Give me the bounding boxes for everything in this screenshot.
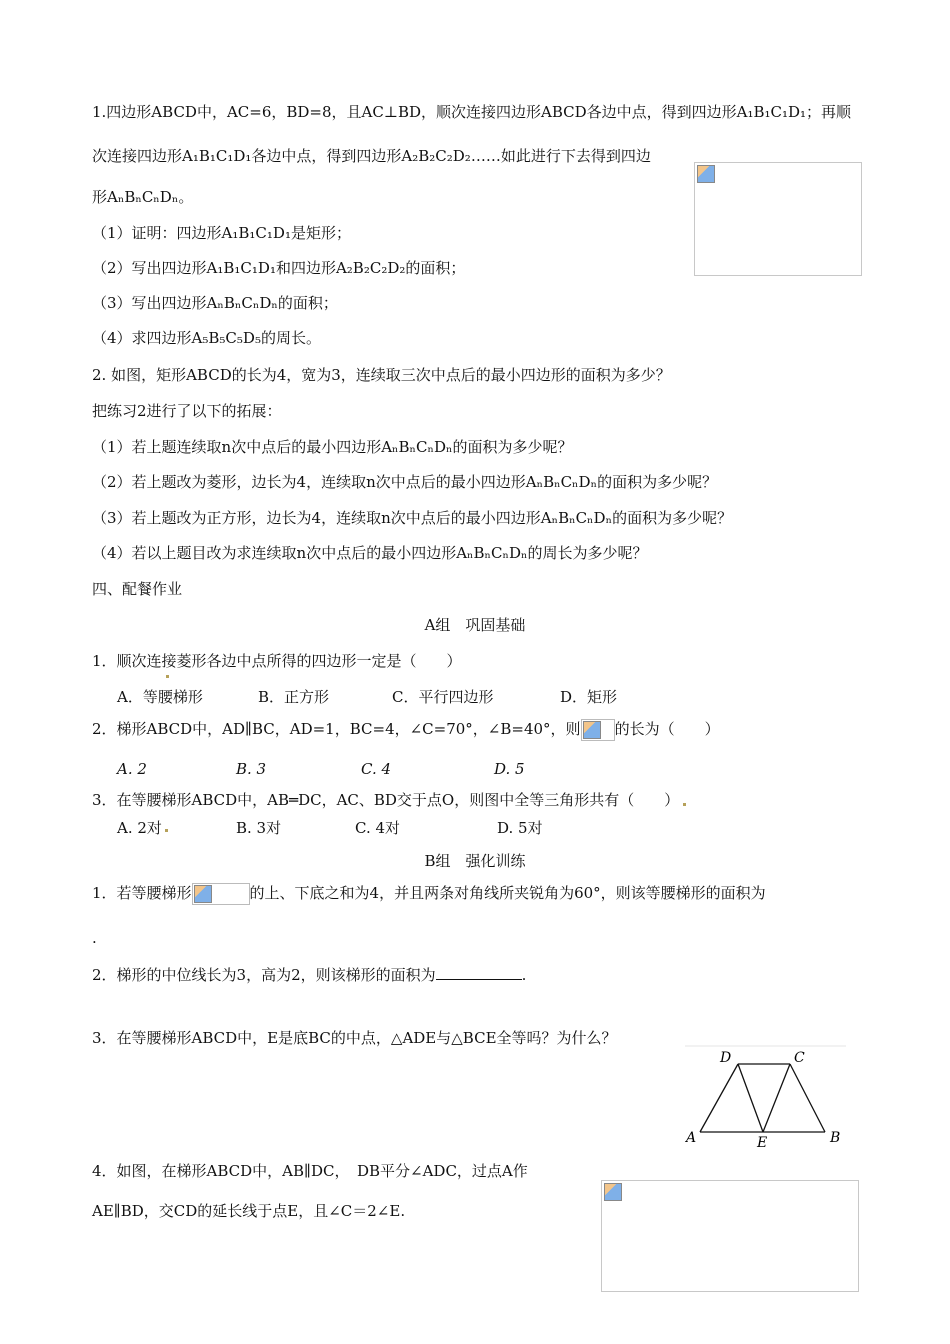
group-a-q3: 3．在等腰梯形ABCD中，AB═DC，AC、BD交于点O，则图中全等三角形共有（ ）	[92, 791, 680, 809]
edge-de	[738, 1064, 763, 1132]
edge-ad	[700, 1064, 738, 1132]
q1-line3: 形AₙBₙCₙDₙ。	[92, 188, 194, 206]
q1-sub2: （2）写出四边形A₁B₁C₁D₁和四边形A₂B₂C₂D₂的面积；	[92, 259, 466, 277]
inline-image-placeholder	[581, 719, 615, 741]
edge-ce	[763, 1064, 790, 1132]
broken-image-icon	[604, 1183, 622, 1201]
group-a-q2-option: C. 4	[361, 760, 392, 778]
label-a: A	[686, 1130, 697, 1146]
q1-sub1: （1）证明：四边形A₁B₁C₁D₁是矩形；	[92, 224, 351, 242]
group-b-title: B组 强化训练	[424, 852, 526, 870]
edge-cb	[790, 1064, 825, 1132]
broken-image-icon	[194, 885, 212, 903]
label-b: B	[830, 1130, 841, 1146]
q1-sub4: （4）求四边形A₅B₅C₅D₅的周长。	[92, 329, 321, 347]
q1-line1: 1.四边形ABCD中，AC=6，BD=8，且AC⊥BD，顺次连接四边形ABCD各边中点，得到四边形A₁B₁C₁D₁；再顺	[92, 103, 852, 121]
scan-artifact-dot	[165, 829, 168, 832]
group-b-q2-text: 2．梯形的中位线长为3，高为2，则该梯形的面积为	[92, 966, 436, 984]
trapezoid-figure	[680, 1042, 850, 1154]
scan-artifact-dot	[683, 803, 686, 806]
group-b-q4-line2: AE∥BD，交CD的延长线于点E，且∠C＝2∠E.	[92, 1202, 406, 1220]
q1-figure-placeholder	[694, 162, 862, 276]
group-a-q3-option: B. 3对	[236, 819, 282, 837]
group-b-q1	[92, 883, 766, 905]
q2-line1: 2. 如图，矩形ABCD的长为4，宽为3，连续取三次中点后的最小四边形的面积为多少？	[92, 366, 671, 384]
group-a-q1-option: D．矩形	[560, 688, 618, 706]
q2-intro: 把练习2进行了以下的拓展：	[92, 402, 282, 420]
group-a-q1-option: B．正方形	[258, 688, 330, 706]
label-e: E	[757, 1135, 768, 1151]
scan-artifact-dot	[166, 675, 169, 678]
group-a-q2-option: B. 3	[236, 760, 267, 778]
inline-image-placeholder	[192, 883, 250, 905]
q2-ext4: （4）若以上题目改为求连续取n次中点后的最小四边形AₙBₙCₙDₙ的周长为多少呢？	[92, 544, 648, 562]
group-b-q3: 3．在等腰梯形ABCD中，E是底BC的中点，△ADE与△BCE全等吗？为什么？	[92, 1029, 617, 1047]
group-b-q1-text-cont: 的上、下底之和为4，并且两条对角线所夹锐角为60°，则该等腰梯形的面积为	[249, 884, 766, 902]
q1-line2: 次连接四边形A₁B₁C₁D₁各边中点，得到四边形A₂B₂C₂D₂……如此进行下去得到四边	[92, 147, 651, 165]
broken-image-icon	[583, 721, 601, 739]
q4-figure-placeholder	[601, 1180, 859, 1292]
group-b-q2	[92, 965, 526, 985]
q2-ext3: （3）若上题改为正方形，边长为4，连续取n次中点后的最小四边形AₙBₙCₙDₙ的面积为多少呢？	[92, 509, 733, 527]
answer-blank[interactable]	[436, 965, 522, 980]
group-a-q1-option: C．平行四边形	[392, 688, 494, 706]
group-b-q1-text: 1．若等腰梯形	[92, 884, 192, 902]
label-c: C	[794, 1050, 805, 1066]
q1-sub3: （3）写出四边形AₙBₙCₙDₙ的面积；	[92, 294, 338, 312]
group-a-q3-option: C. 4对	[355, 819, 401, 837]
group-a-q1-option: A．等腰梯形	[117, 688, 203, 706]
group-b-q1-end: .	[92, 929, 97, 947]
group-a-q2-option: A. 2	[117, 760, 147, 778]
label-d: D	[720, 1050, 732, 1066]
group-a-q2-text: 2．梯形ABCD中，AD∥BC，AD=1，BC=4，∠C=70°，∠B=40°，则	[92, 720, 581, 738]
q2-ext1: （1）若上题连续取n次中点后的最小四边形AₙBₙCₙDₙ的面积为多少呢？	[92, 438, 573, 456]
group-a-q1: 1．顺次连接菱形各边中点所得的四边形一定是（ ）	[92, 652, 462, 670]
q2-ext2: （2）若上题改为菱形，边长为4，连续取n次中点后的最小四边形AₙBₙCₙDₙ的面积为多少呢？	[92, 473, 718, 491]
group-a-q2-text-end: 的长为（ ）	[614, 720, 720, 738]
group-a-q3-option: A. 2对	[117, 819, 162, 837]
group-b-q2-end: .	[521, 966, 527, 984]
group-b-q4-line1: 4．如图，在梯形ABCD中，AB∥DC， DB平分∠ADC，过点A作	[92, 1162, 528, 1180]
group-a-q2-option: D. 5	[494, 760, 525, 778]
section-title: 四、配餐作业	[92, 580, 183, 598]
group-a-title: A组 巩固基础	[424, 616, 526, 634]
broken-image-icon	[697, 165, 715, 183]
group-a-q2	[92, 719, 720, 741]
group-a-q3-option: D. 5对	[497, 819, 543, 837]
